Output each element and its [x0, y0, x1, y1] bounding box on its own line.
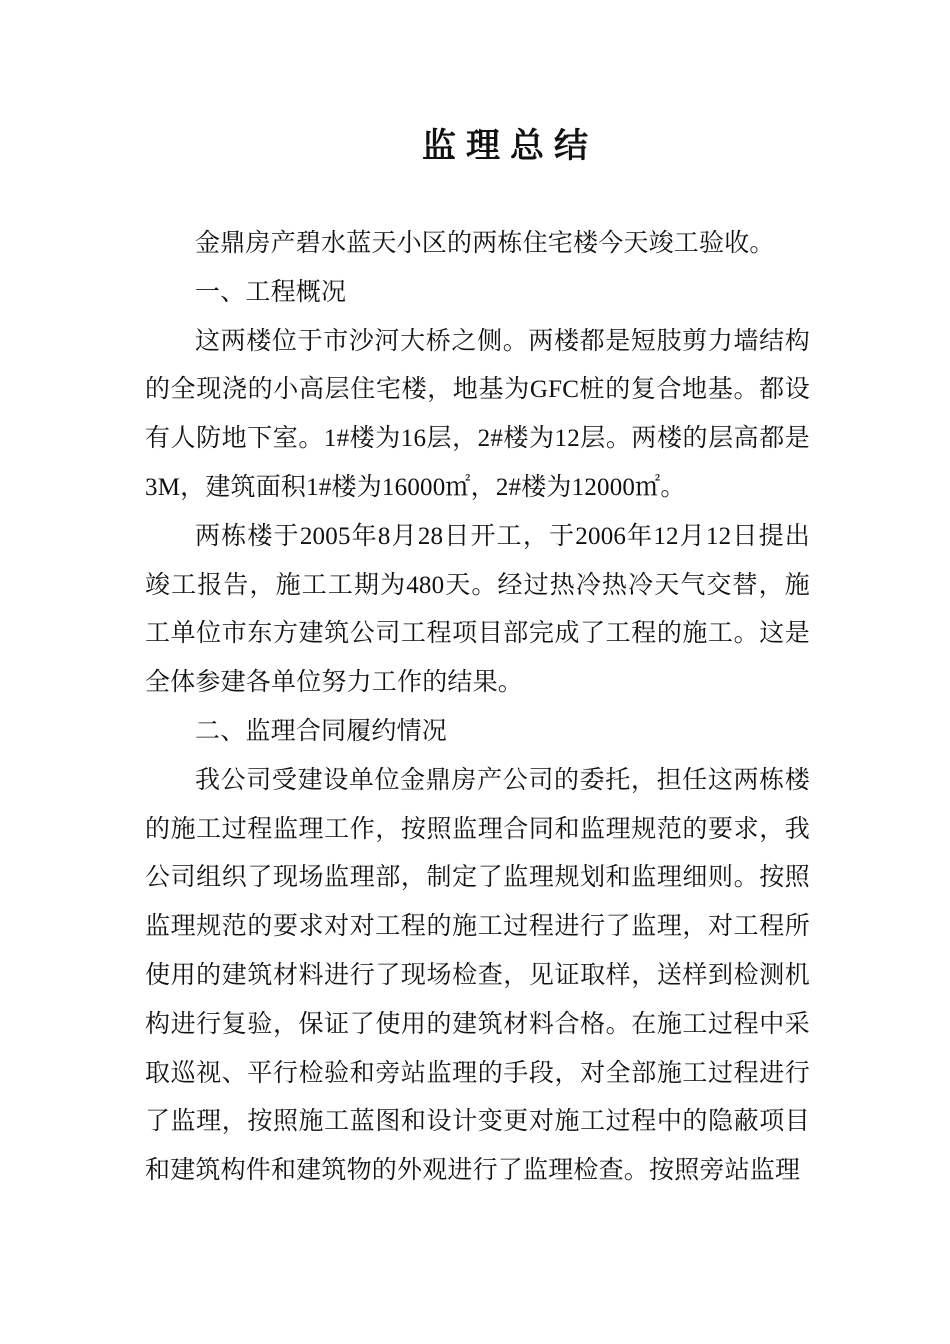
section-heading-project-overview: 一、工程概况	[195, 278, 347, 306]
document-title: 监理总结	[422, 126, 598, 166]
section-heading-contract-performance: 二、监理合同履约情况	[195, 717, 448, 745]
document-body	[145, 220, 810, 1196]
paragraph-intro: 金鼎房产碧水蓝天小区的两栋住宅楼今天竣工验收。	[195, 230, 775, 257]
paragraph-schedule: 两栋楼于2005年8月28日开工，于2006年12月12日提出竣工报告，施工工期为480天。经过热冷热冷天气交替，施工单位市东方建筑公司工程项目部完成了工程的施工。这是全体参建各单位努力工作的结果。	[145, 522, 810, 697]
paragraph-contract-performance: 我公司受建设单位金鼎房产公司的委托，担任这两栋楼的施工过程监理工作，按照监理合同和监理规范的要求，我公司组织了现场监理部，制定了监理规划和监理细则。按照监理规范的要求对对工程的施工过程进行了监理，对工程所使用的建筑材料进行了现场检查，见证取样，送样到检测机构进行复验，保证了使用的建筑材料合格。在施工过程中采取巡视、平行检验和旁站监理的手段，对全部施工过程进行了监理，按照施工蓝图和设计变更对施工过程中的隐蔽项目和建筑构件和建筑物的外观进行了监理检查。按照旁站监理	[145, 766, 810, 1185]
paragraph-project-overview: 这两楼位于市沙河大桥之侧。两楼都是短肢剪力墙结构的全现浇的小高层住宅楼，地基为GFC桩的复合地基。都设有人防地下室。1#楼为16层，2#楼为12层。两楼的层高都是3M，建筑面积1#楼为16000㎡，2#楼为12000㎡。	[145, 327, 810, 501]
